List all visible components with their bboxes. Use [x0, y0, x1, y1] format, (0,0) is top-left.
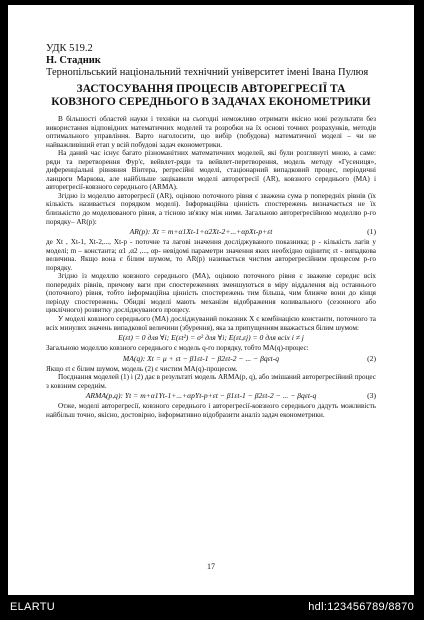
header-block	[46, 43, 376, 79]
viewer-footer	[0, 596, 424, 620]
paragraph-3: Згідно із моделлю авторегресії (AR), оцінюю поточного рівня є зважена сума p попередніх рівнів (їх кількість називається порядком моделі). Інформаційна цінність спостережень визначається не їх близькістю до моделюваного рівня, а тісною зв'язку між ними. Загальною авторегресійною моделлю p-го порядку– AR(p):	[46, 191, 376, 226]
equation-2-number: (2)	[367, 353, 376, 363]
handle-link[interactable]: hdl:123456789/8870	[308, 601, 414, 613]
author-name: Н. Стадник	[46, 55, 101, 66]
paragraph-8: Якщо εt є білим шумом, модель (2) є чистим MA(q)-процесом.	[46, 364, 238, 373]
affiliation: Тернопільський національний технічний університет імені Івана Пулюя	[46, 67, 369, 78]
paragraph-5: Згідно із моделлю ковзного середнього (MA), оцінюю поточного рівня є зважене середнє всіх попередніх рівнів, причому ваги при спостереженнях зменшуються в міру віддалення від останнього (поточного) рівня, тобто інформаційна цінність спостережень тим більша, чим ближче вони до кінця періоду спостережень. Обидві моделі мають механізм відображення коливального (сезонного або циклічного) розвитку досліджуваного процесу.	[46, 272, 376, 315]
paragraph-7: Загальною моделлю ковзного середнього є модель q-го порядку, тобто MA(q)-процес:	[46, 344, 309, 353]
paragraph-1: В більшості областей науки і техніки на сьогодні неможливо отримати якісно нові результати без використання відповідних математичних моделей та розробки на їх основі точних розрахунків, методів оптимального управління. Варто наголосити, що вибір (побудова) математичної моделі – чи не найважливіший етап у всій побудові задач економетрики.	[46, 115, 376, 149]
equation-2	[46, 354, 376, 364]
paragraph-6: У моделі ковзного середнього (MA) досліджуваний показник X є комбінацією константи, поточного та всіх минулих значень випадкової величини (збурення), яка за припущенням вважається білим шумом:	[46, 315, 376, 332]
equation-2-formula: MA(q): Xt = μ + εt − β1εt-1 − β2εt-2 − ... − βqεt-q	[122, 353, 280, 363]
page-content	[46, 43, 376, 419]
equation-1	[46, 227, 376, 237]
repository-label: ELARTU	[10, 601, 55, 613]
equation-3	[46, 391, 376, 401]
paragraph-10: Отже, моделі авторегресії, ковзного середнього і авторегресії-ковзного середнього дадуть можливість найбільш точно, якісно, достовірно, інформативно відобразити аналіз задач економетрики.	[46, 402, 376, 419]
article-title: ЗАСТОСУВАННЯ ПРОЦЕСІВ АВТОРЕГРЕСІЇ ТА КОВЗНОГО СЕРЕДНЬОГО В ЗАДАЧАХ ЕКОНОМЕТРИКИ	[51, 83, 371, 108]
equation-1-number: (1)	[367, 227, 376, 237]
equation-1-formula: AR(p): Xt = m+α1Xt-1+α2Xt-2+...+αpXt-p+εt	[129, 227, 273, 237]
paragraph-2: На даний час існує багато різноманітних математичних моделей, які були розглянуті мною, а саме: ряди та перетворення Фур'є, вейвлет-ряди та вейвлет-перетворення, модель методу «Гусениця», диференціальні рівняння Вінтера, регресійні моделі, стаціонарний випадковий процес, періодичні ланцюги Маркова, але найбільше зацікавили моделі авторегресії (AR), ковзного середнього (MA) і авторегресії-ковзного середнього (ARMA).	[46, 149, 376, 192]
paragraph-4: де Xt , Xt-1, Xt-2,..., Xt-p - поточне та лагові значення досліджуваного показника; p - кількість лагів у моделі; m – константа; α1 ,α2 ,..., αp- невідомі параметри значення яких необхідно оцінити; εt - випадкова величина. Якщо вона є білим шумом, то AR(p) називається чистим авторегресійним процесом p-го порядку.	[46, 238, 376, 272]
document-page	[8, 5, 414, 595]
equation-3-formula: ARMA(p,q): Yt = m+α1Yt-1+...+αpYt-p+εt − β1εt-1 − β2εt-2 − ... − βqεt-q	[85, 391, 317, 401]
udk-code: УДК 519.2	[46, 43, 93, 54]
white-noise-conditions	[46, 333, 376, 343]
equation-3-number: (3)	[367, 391, 376, 401]
paragraph-9: Поєднання моделей (1) і (2) дає в результаті модель ARMA(p, q), або змішаний авторегресійний процес з ковзним середнім.	[46, 373, 376, 390]
white-noise-formula: E(εt) = 0 для ∀i; E(εt²) = σ² для ∀i; E(εt,εj) = 0 для всіх i ≠ j	[118, 333, 304, 343]
page-number: 17	[207, 562, 215, 571]
